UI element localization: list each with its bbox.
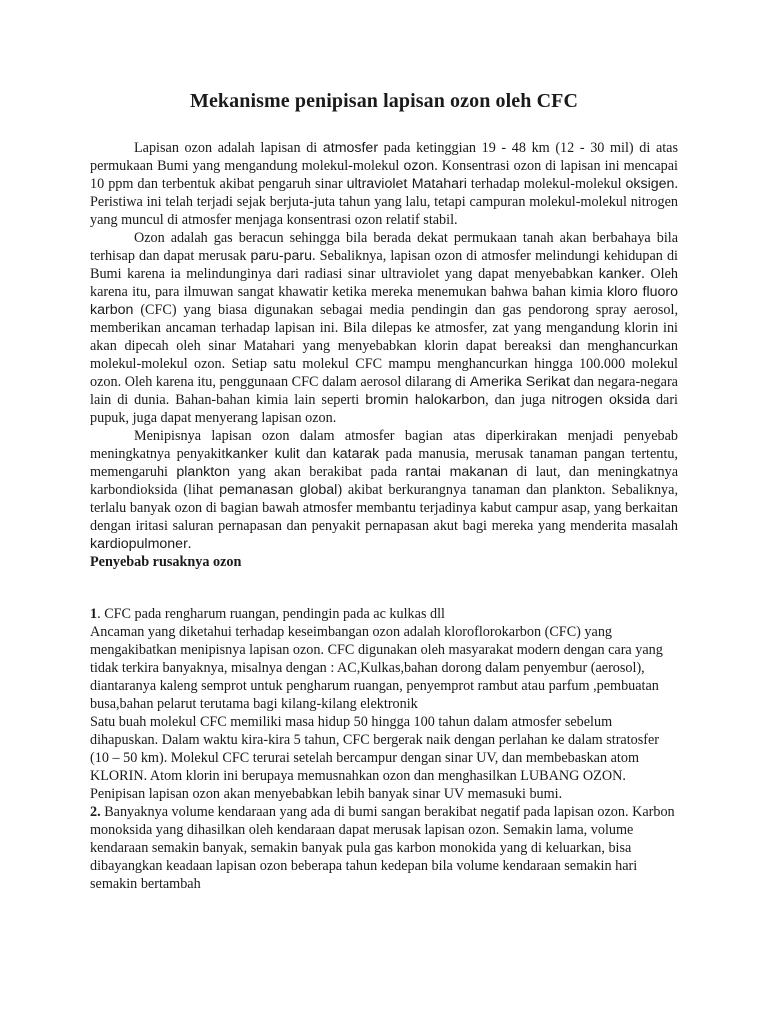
- text-run: yang akan berakibat pada: [229, 464, 406, 480]
- keyword-link: rantai makanan: [405, 464, 509, 480]
- text-run: Menipisnya lapisan ozon dalam atmosfer bagian atas diperkirakan menjadi penyebab meningkatnya penyakit: [90, 428, 678, 462]
- spacer: [90, 571, 678, 605]
- keyword-link: kardiopulmoner: [90, 536, 188, 552]
- text-run: dan negara-negara lain di dunia. Bahan-bahan kimia lain seperti: [90, 374, 678, 408]
- text-run: . Sebaliknya, lapisan ozon di atmosfer melindungi kehidupan di Bumi karena ia melindunginya dari radiasi sinar ultraviolet yang dapat menyebabkan: [90, 248, 678, 282]
- list-item-1-title: [90, 605, 678, 623]
- keyword-link: kloro fluoro karbon: [90, 284, 678, 318]
- text-run: pada manusia, merusak tanaman pangan tertentu, memengaruhi: [90, 446, 678, 480]
- text-run: pada ketinggian 19 - 48 km (12 - 30 mil) di atas permukaan Bumi yang mengandung molekul-molekul: [90, 140, 678, 174]
- text-run: . Oleh karena itu, para ilmuwan sangat khawatir ketika mereka menemukan bahwa bahan kimia: [90, 266, 678, 300]
- list-item-heading: . CFC pada rengharum ruangan, pendingin pada ac kulkas dll: [97, 606, 445, 622]
- text-run: Lapisan ozon adalah lapisan di: [134, 140, 323, 156]
- text-run: . Konsentrasi ozon di lapisan ini mencapai 10 ppm dan terbentuk akibat pengaruh sinar: [90, 158, 678, 192]
- text-run: terhadap molekul-molekul: [466, 176, 626, 192]
- text-run: dari pupuk, juga dapat menyerang lapisan ozon.: [90, 392, 678, 426]
- list-item-1-body: Ancaman yang diketahui terhadap keseimbangan ozon adalah kloroflorokarbon (CFC) yang mengakibatkan menipisnya lapisan ozon. CFC digunakan oleh masyarakat modern dengan cara yang tidak terkira banyaknya, misalnya dengan : AC,Kulkas,bahan dorong dalam penyembur (aerosol), diantaranya kaleng semprot untuk pengharum ruangan, penyemprot rambut atau parfum ,pembuatan busa,bahan pelarut terutama bagi kilang-kilang elektronik: [90, 624, 663, 712]
- list-number: 1: [90, 606, 98, 622]
- text-run: . Peristiwa ini telah terjadi sejak berjuta-juta tahun yang lalu, tetapi campuran molekul-molekul nitrogen yang muncul di atmosfer menjaga konsentrasi ozon relatif stabil.: [90, 176, 678, 228]
- section-heading: Penyebab rusaknya ozon: [90, 554, 242, 570]
- list-item-2: [90, 803, 678, 893]
- keyword-link: Amerika Serikat: [469, 374, 570, 390]
- list-item-body: Banyaknya volume kendaraan yang ada di bumi sangan berakibat negatif pada lapisan ozon. Karbon monoksida yang dihasilkan oleh kendaraan dapat merusak lapisan ozon. Semakin lama, volume kendaraan semakin banyak, semakin banyak pula gas karbon monokida yang di keluarkan, bisa dibayangkan keadaan lapisan ozon beberapa tahun kedepan bila volume kendaraan semakin hari semakin bertambah: [90, 804, 675, 892]
- keyword-link: pemanasan global: [219, 482, 338, 498]
- keyword-link: ultraviolet Matahari: [346, 176, 467, 192]
- keyword-link: plankton: [176, 464, 230, 480]
- list-item-1-body-2: Satu buah molekul CFC memiliki masa hidup 50 hingga 100 tahun dalam atmosfer sebelum dihapuskan. Dalam waktu kira-kira 5 tahun, CFC bergerak naik dengan perlahan ke dalam stratosfer (10 – 50 km). Molekul CFC terurai setelah bercampur dengan sinar UV, dan membebaskan atom KLORIN. Atom klorin ini berupaya memusnahkan ozon dan menghasilkan LUBANG OZON. Penipisan lapisan ozon akan menyebabkan lebih banyak sinar UV memasuki bumi.: [90, 714, 660, 802]
- keyword-link: paru-paru: [250, 248, 313, 264]
- text-run: , dan juga: [485, 392, 552, 408]
- text-run: Ozon adalah gas beracun sehingga bila berada dekat permukaan tanah akan berbahaya bila terhisap dan dapat merusak: [90, 230, 678, 264]
- text-run: di laut, dan meningkatnya karbondioksida (lihat: [90, 464, 678, 498]
- keyword-link: kanker kulit: [225, 446, 300, 462]
- keyword-link: oksigen: [625, 176, 675, 192]
- paragraph-3: [90, 427, 678, 553]
- keyword-link: katarak: [332, 446, 380, 462]
- keyword-link: bromin halokarbon: [365, 392, 486, 408]
- text-run: (CFC) yang biasa digunakan sebagai media pendingin dan gas pendorong spray aerosol, memberikan ancaman terhadap lapisan ini. Bila dilepas ke atmosfer, zat yang mengandung klorin ini akan dipecah oleh sinar Matahari yang menyebabkan klorin dapat bereaksi dan menghancurkan molekul-molekul ozon. Setiap satu molekul CFC mampu menghancurkan hingga 100.000 molekul ozon. Oleh karena itu, penggunaan CFC dalam aerosol dilarang di: [90, 302, 678, 390]
- keyword-link: atmosfer: [322, 140, 379, 156]
- paragraph-2: [90, 229, 678, 427]
- keyword-link: nitrogen oksida: [551, 392, 650, 408]
- text-run: dan: [299, 446, 333, 462]
- keyword-link: ozon: [403, 158, 435, 174]
- document-title: Mekanisme penipisan lapisan ozon oleh CFC: [189, 90, 579, 112]
- text-run: .: [187, 536, 192, 552]
- paragraph-1: [90, 139, 678, 229]
- text-run: ) akibat berkurangnya tanaman dan plankton. Sebaliknya, terlalu banyak ozon di bagian bawah atmosfer membantu terjadinya kabut campur asap, yang berkaitan dengan iritasi saluran pernapasan dan penyakit pernapasan akut bagi mereka yang menderita masalah: [90, 482, 678, 534]
- keyword-link: kanker: [598, 266, 642, 282]
- list-number: 2.: [90, 804, 101, 820]
